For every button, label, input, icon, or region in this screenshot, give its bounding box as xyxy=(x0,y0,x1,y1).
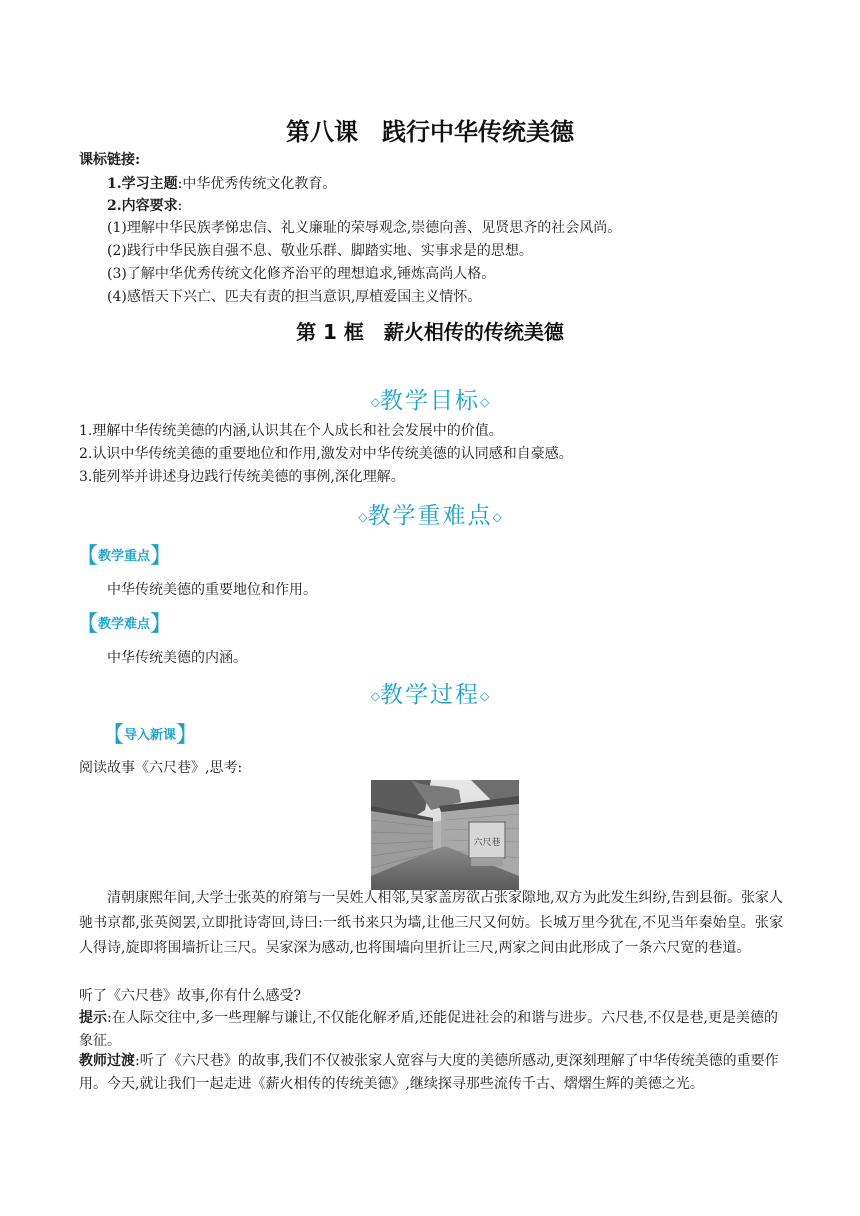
transition-text: :听了《六尺巷》的故事,我们不仅被张家人宽容与大度的美德所感动,更深刻理解了中华传统美德的重要作用。今天,就让我们一起走进《薪火相传的传统美德》,继续探寻那些流传千古、熠熠生辉的美德之光。 xyxy=(79,1053,779,1092)
question-text: 听了《六尺巷》故事,你有什么感受? xyxy=(79,988,301,1004)
requirement-item: (1)理解中华民族孝悌忠信、礼义廉耻的荣辱观念,崇德向善、见贤思齐的社会风尚。 xyxy=(107,220,622,236)
intro-label: 导入新课 xyxy=(124,728,177,743)
difficulty-label: 教学难点 xyxy=(98,617,151,632)
curriculum-heading: 课标链接: xyxy=(79,152,141,168)
section-goals-label: 教学目标 xyxy=(380,388,480,414)
bracket-left-icon: 【 xyxy=(76,612,99,637)
goal-item: 1.理解中华传统美德的内涵,认识其在个人成长和社会发展中的价值。 xyxy=(79,423,503,439)
curriculum-theme xyxy=(107,174,336,195)
transition-label: 教师过渡 xyxy=(79,1053,135,1069)
key-point-tag xyxy=(76,546,172,568)
six-foot-lane-photo xyxy=(371,780,519,890)
requirement-item: (2)践行中华民族自强不息、敬业乐群、脚踏实地、实事求是的思想。 xyxy=(107,243,533,259)
section-keypoints-label: 教学重难点 xyxy=(367,503,493,529)
goal-item: 2.认识中华传统美德的重要地位和作用,激发对中华传统美德的认同感和自豪感。 xyxy=(79,446,573,462)
section-goals-heading xyxy=(0,382,860,415)
diamond-icon: ◇ xyxy=(480,395,490,409)
diamond-icon: ◇ xyxy=(358,510,368,524)
hint-label: 提示 xyxy=(79,1010,107,1026)
curriculum-requirements xyxy=(107,196,182,217)
bracket-left-icon: 【 xyxy=(102,723,125,748)
bracket-right-icon: 】 xyxy=(150,544,173,569)
bracket-left-icon: 【 xyxy=(76,544,99,569)
hint-paragraph xyxy=(79,1007,783,1053)
key-point-label: 教学重点 xyxy=(98,549,151,564)
diamond-icon: ◇ xyxy=(370,689,380,703)
difficulty-tag xyxy=(76,614,172,636)
difficulty-text: 中华传统美德的内涵。 xyxy=(107,650,247,666)
theme-label: 1.学习主题 xyxy=(107,176,178,192)
section-keypoints-heading xyxy=(0,497,860,530)
requirement-item: (4)感悟天下兴亡、匹夫有责的担当意识,厚植爱国主义情怀。 xyxy=(107,289,482,305)
bracket-right-icon: 】 xyxy=(176,723,199,748)
goal-item: 3.能列举并讲述身边践行传统美德的事例,深化理解。 xyxy=(79,469,405,485)
hint-text: :在人际交往中,多一些理解与谦让,不仅能化解矛盾,还能促进社会的和谐与进步。六尺巷,不仅是巷,更是美德的象征。 xyxy=(79,1010,778,1049)
lesson-title: 第八课 践行中华传统美德 xyxy=(286,118,574,146)
section-process-label: 教学过程 xyxy=(380,682,480,708)
req-label: 2.内容要求 xyxy=(107,198,178,214)
requirement-item: (3)了解中华优秀传统文化修齐治平的理想追求,锤炼高尚人格。 xyxy=(107,266,496,282)
bracket-right-icon: 】 xyxy=(150,612,173,637)
diamond-icon: ◇ xyxy=(492,510,502,524)
lane-sign-text: 六尺巷 xyxy=(473,838,501,848)
frame-title: 第 1 框 薪火相传的传统美德 xyxy=(296,320,564,344)
diamond-icon: ◇ xyxy=(480,689,490,703)
key-point-text: 中华传统美德的重要地位和作用。 xyxy=(107,582,317,598)
req-colon: : xyxy=(177,198,183,214)
diamond-icon: ◇ xyxy=(370,395,380,409)
story-paragraph: 清朝康熙年间,大学士张英的府第与一吴姓人相邻,吴家盖房欲占张家隙地,双方为此发生纠纷,告到县衙。张家人驰书京都,张英阅罢,立即批诗寄回,诗曰:一纸书来只为墙,让他三尺又何妨。长城万里今犹在,不见当年秦始皇。张家人得诗,旋即将围墙折让三尺。吴家深为感动,也将围墙向里折让三尺,两家之间由此形成了一条六尺宽的巷道。 xyxy=(79,890,783,956)
theme-text: :中华优秀传统文化教育。 xyxy=(177,176,337,192)
intro-text: 阅读故事《六尺巷》,思考: xyxy=(79,760,243,776)
intro-tag xyxy=(102,725,198,747)
transition-paragraph xyxy=(79,1050,783,1096)
section-process-heading xyxy=(0,676,860,709)
